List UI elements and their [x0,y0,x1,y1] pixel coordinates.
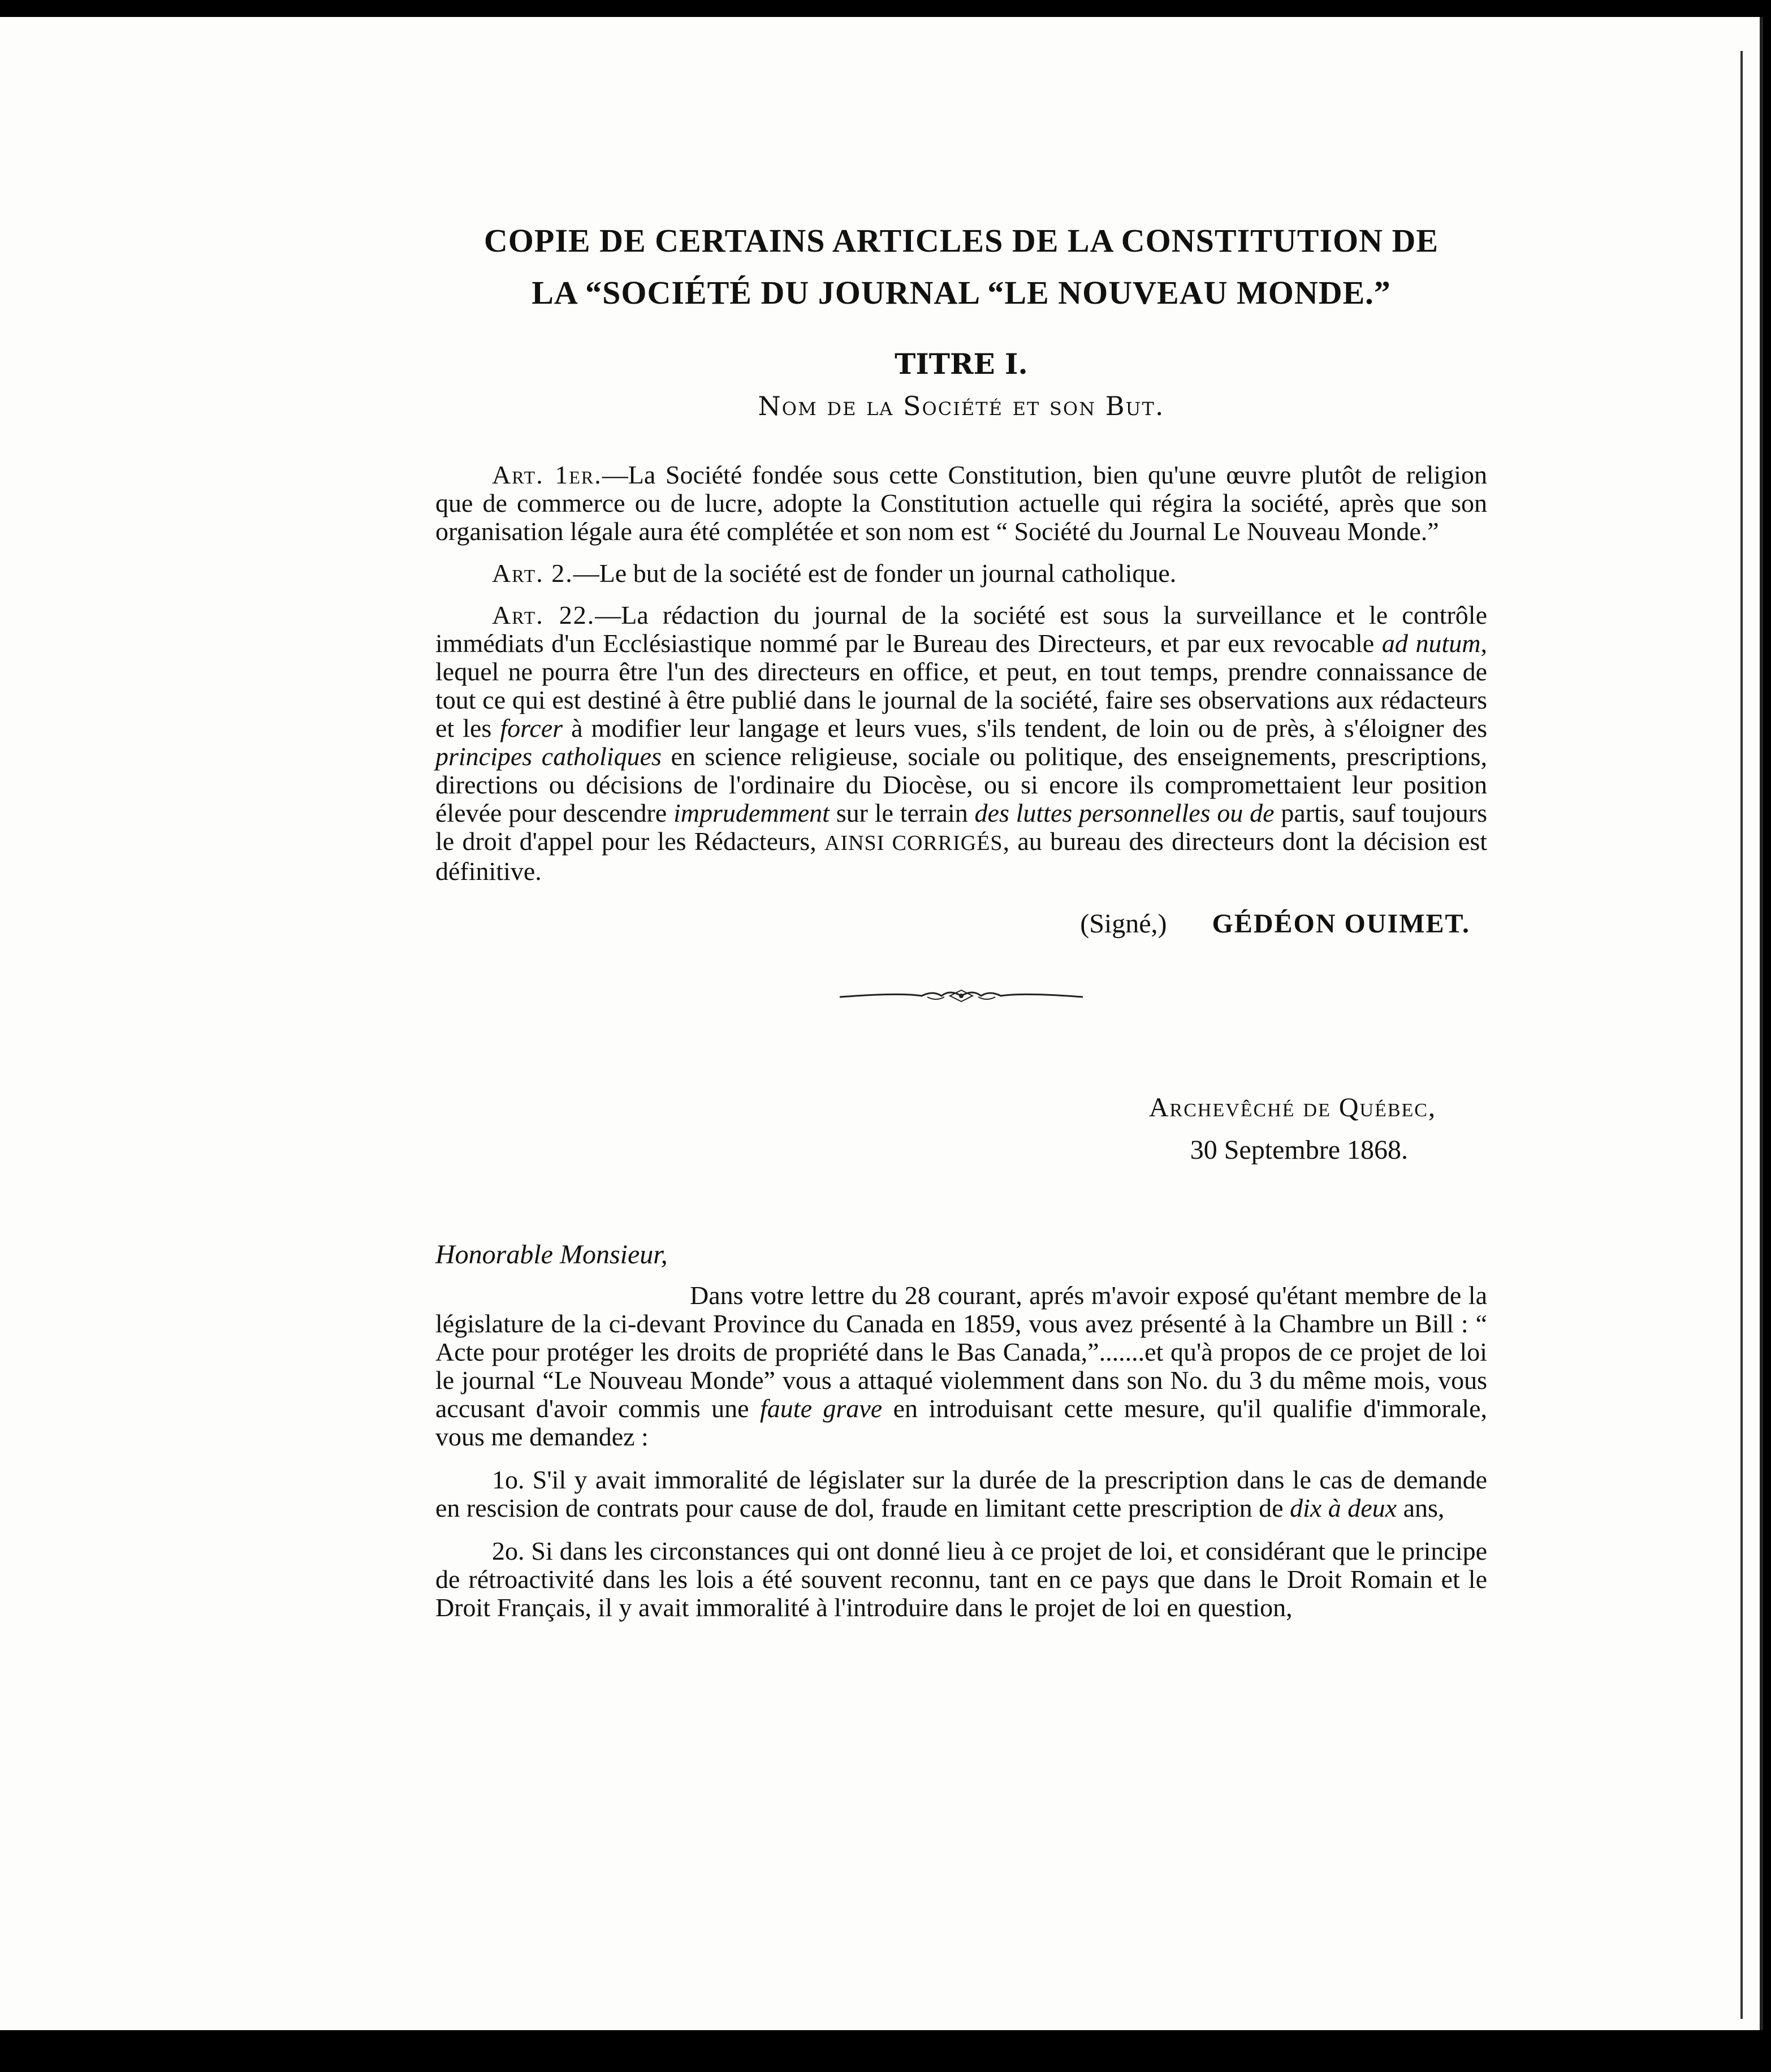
section-subtitle: Nom de la Société et son But. [758,391,1165,421]
article-1-label: Art. 1er. [492,460,602,489]
article-1 [435,461,1487,546]
question-2: 2o. Si dans les circonstances qui ont donné lieu à ce projet de loi, et considérant que le principe de rétroactivité dans les lois a été souvent reconnu, tant en ce pays que dans le Droit Romain et le Droit Français, il y avait immoralité à l'introduire dans le projet de loi en question, [435,1536,1487,1622]
letter-body-italic: faute grave [760,1394,883,1423]
article-22-italic: forcer [500,714,563,743]
article-22 [435,601,1487,886]
document-content [435,215,1487,1622]
document-title [435,215,1487,319]
article-2-label: Art. 2. [492,559,573,588]
article-2-text: —Le but de la société est de fonder un journal catholique. [573,559,1177,588]
letter-body [435,1281,1487,1451]
signature-name: GÉDÉON OUIMET. [1212,909,1470,939]
article-22-italic: principes catholiques [435,742,662,771]
page-edge-line [1740,51,1743,2019]
question-1 [435,1466,1487,1522]
article-22-text: partis, sauf toujours le droit d'appel pour les Rédacteurs, [435,798,1488,856]
letter-place: Archevêché de Québec, [1148,1093,1436,1123]
signature-block [435,908,1487,939]
article-22-text: à modifier leur langage et leurs vues, s'ils tendent, de loin ou de près, à s'éloigner des [563,714,1488,743]
article-22-text: sur le terrain [829,798,975,827]
article-22-italic: ad nutum [1381,629,1481,658]
article-22-italic: imprudemment [673,798,830,827]
title-line-2: LA “SOCIÉTÉ DU JOURNAL “LE NOUVEAU MONDE.” [532,274,1391,311]
letter-date: 30 Septembre 1868. [1190,1135,1408,1165]
ornament-divider-icon [837,985,1086,1007]
signature-label: (Signé,) [1080,909,1167,939]
title-line-1: COPIE DE CERTAINS ARTICLES DE LA CONSTITUTION DE [483,222,1439,259]
article-22-label: Art. 22. [492,601,595,629]
letter-body-text: en introduisant cette mesure, qu'il qualifie d'immorale, vous me demandez : [435,1394,1487,1451]
article-22-text: , au bureau des directeurs dont la décision est définitive. [435,827,1488,886]
section-title: TITRE I. [895,347,1028,381]
article-22-text: —La rédaction du journal de la société est sous la surveillance et le contrôle immédiats d'un Ecclésiastique nommé par le Bureau des Directeurs, et par eux revocable [435,601,1487,658]
article-22-caps: AINSI CORRIGÉS [824,831,1003,855]
question-1-text: 1o. S'il y avait immoralité de législater sur la durée de la prescription dans le cas de demande en rescision de contrats pour cause de dol, fraude en limitant cette prescription de [435,1465,1487,1522]
article-2 [435,559,1487,588]
article-22-italic: des luttes personnelles ou de [974,798,1275,827]
article-1-text: —La Société fondée sous cette Constitution, bien qu'une œuvre plutôt de religion que de commerce ou de lucre, adopte la Constitution actuelle qui régira la société, après que son organisation légale aura été complétée et son nom est “ Société du Journal Le Nouveau Monde.” [435,460,1487,546]
article-22-text: en science religieuse, sociale ou politique, des enseignements, prescriptions, directions ou décisions de l'ordinaire du Diocèse, ou si encore ils compromettaient leur position élevée pour descendre [435,742,1487,827]
question-1-italic: dix à deux [1290,1493,1397,1522]
question-1-text: ans, [1397,1493,1445,1522]
letter-salutation: Honorable Monsieur, [435,1240,668,1270]
document-page [0,17,1763,2030]
article-22-text: , lequel ne pourra être l'un des directeurs en office, et peut, en tout temps, prendre connaissance de tout ce qui est destiné à être publié dans le journal de la société, faire ses observations aux rédacteurs et les [435,629,1488,743]
letter-body-text: Dans votre lettre du 28 courant, aprés m'avoir exposé qu'étant membre de la législature de la ci-devant Province du Canada en 1859, vous avez présenté à la Chambre un Bill : “ Acte pour protéger les droits de propriété dans le Bas Canada,”.......et qu'à propos de ce projet de loi le journal “Le Nouveau Monde” vous a attaqué violemment dans son No. du 3 du même mois, vous accusant d'avoir commis une [435,1281,1487,1423]
